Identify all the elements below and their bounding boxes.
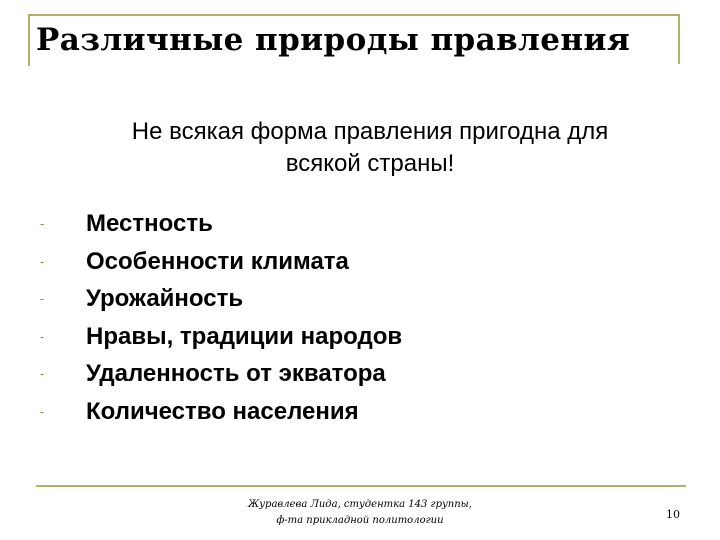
dash-bullet-icon: -	[40, 216, 45, 231]
slide-footer	[220, 497, 500, 529]
list-item-text: Удаленность от экватора	[86, 360, 386, 387]
slide-title: Различные природы правления	[36, 22, 631, 58]
frame-right-rule	[678, 14, 680, 64]
dash-bullet-icon: -	[40, 366, 45, 381]
dash-bullet-icon: -	[40, 403, 45, 419]
slide-subtitle	[60, 116, 680, 180]
list-item-text: Особенности климата	[86, 247, 349, 275]
frame-top-rule	[28, 14, 680, 16]
dash-bullet-icon: -	[40, 328, 45, 344]
frame-left-rule	[28, 14, 30, 66]
subtitle-line-2: всякой страны!	[285, 150, 455, 177]
footer-author: Журавлева Лида, студентка 143 группы,	[248, 499, 472, 510]
list-item-text: Местность	[86, 210, 213, 237]
list-item-text: Урожайность	[86, 285, 244, 312]
dash-bullet-icon: -	[40, 291, 45, 306]
subtitle-line-1: Не всякая форма правления пригодна для	[131, 118, 609, 145]
list-item-text: Нравы, традиции народов	[86, 322, 403, 350]
dash-bullet-icon: -	[40, 253, 45, 269]
page-number: 10	[666, 508, 680, 521]
footer-rule	[36, 485, 686, 487]
footer-faculty: ф-та прикладной политологии	[276, 515, 444, 526]
list-item-text: Количество населения	[86, 397, 359, 425]
